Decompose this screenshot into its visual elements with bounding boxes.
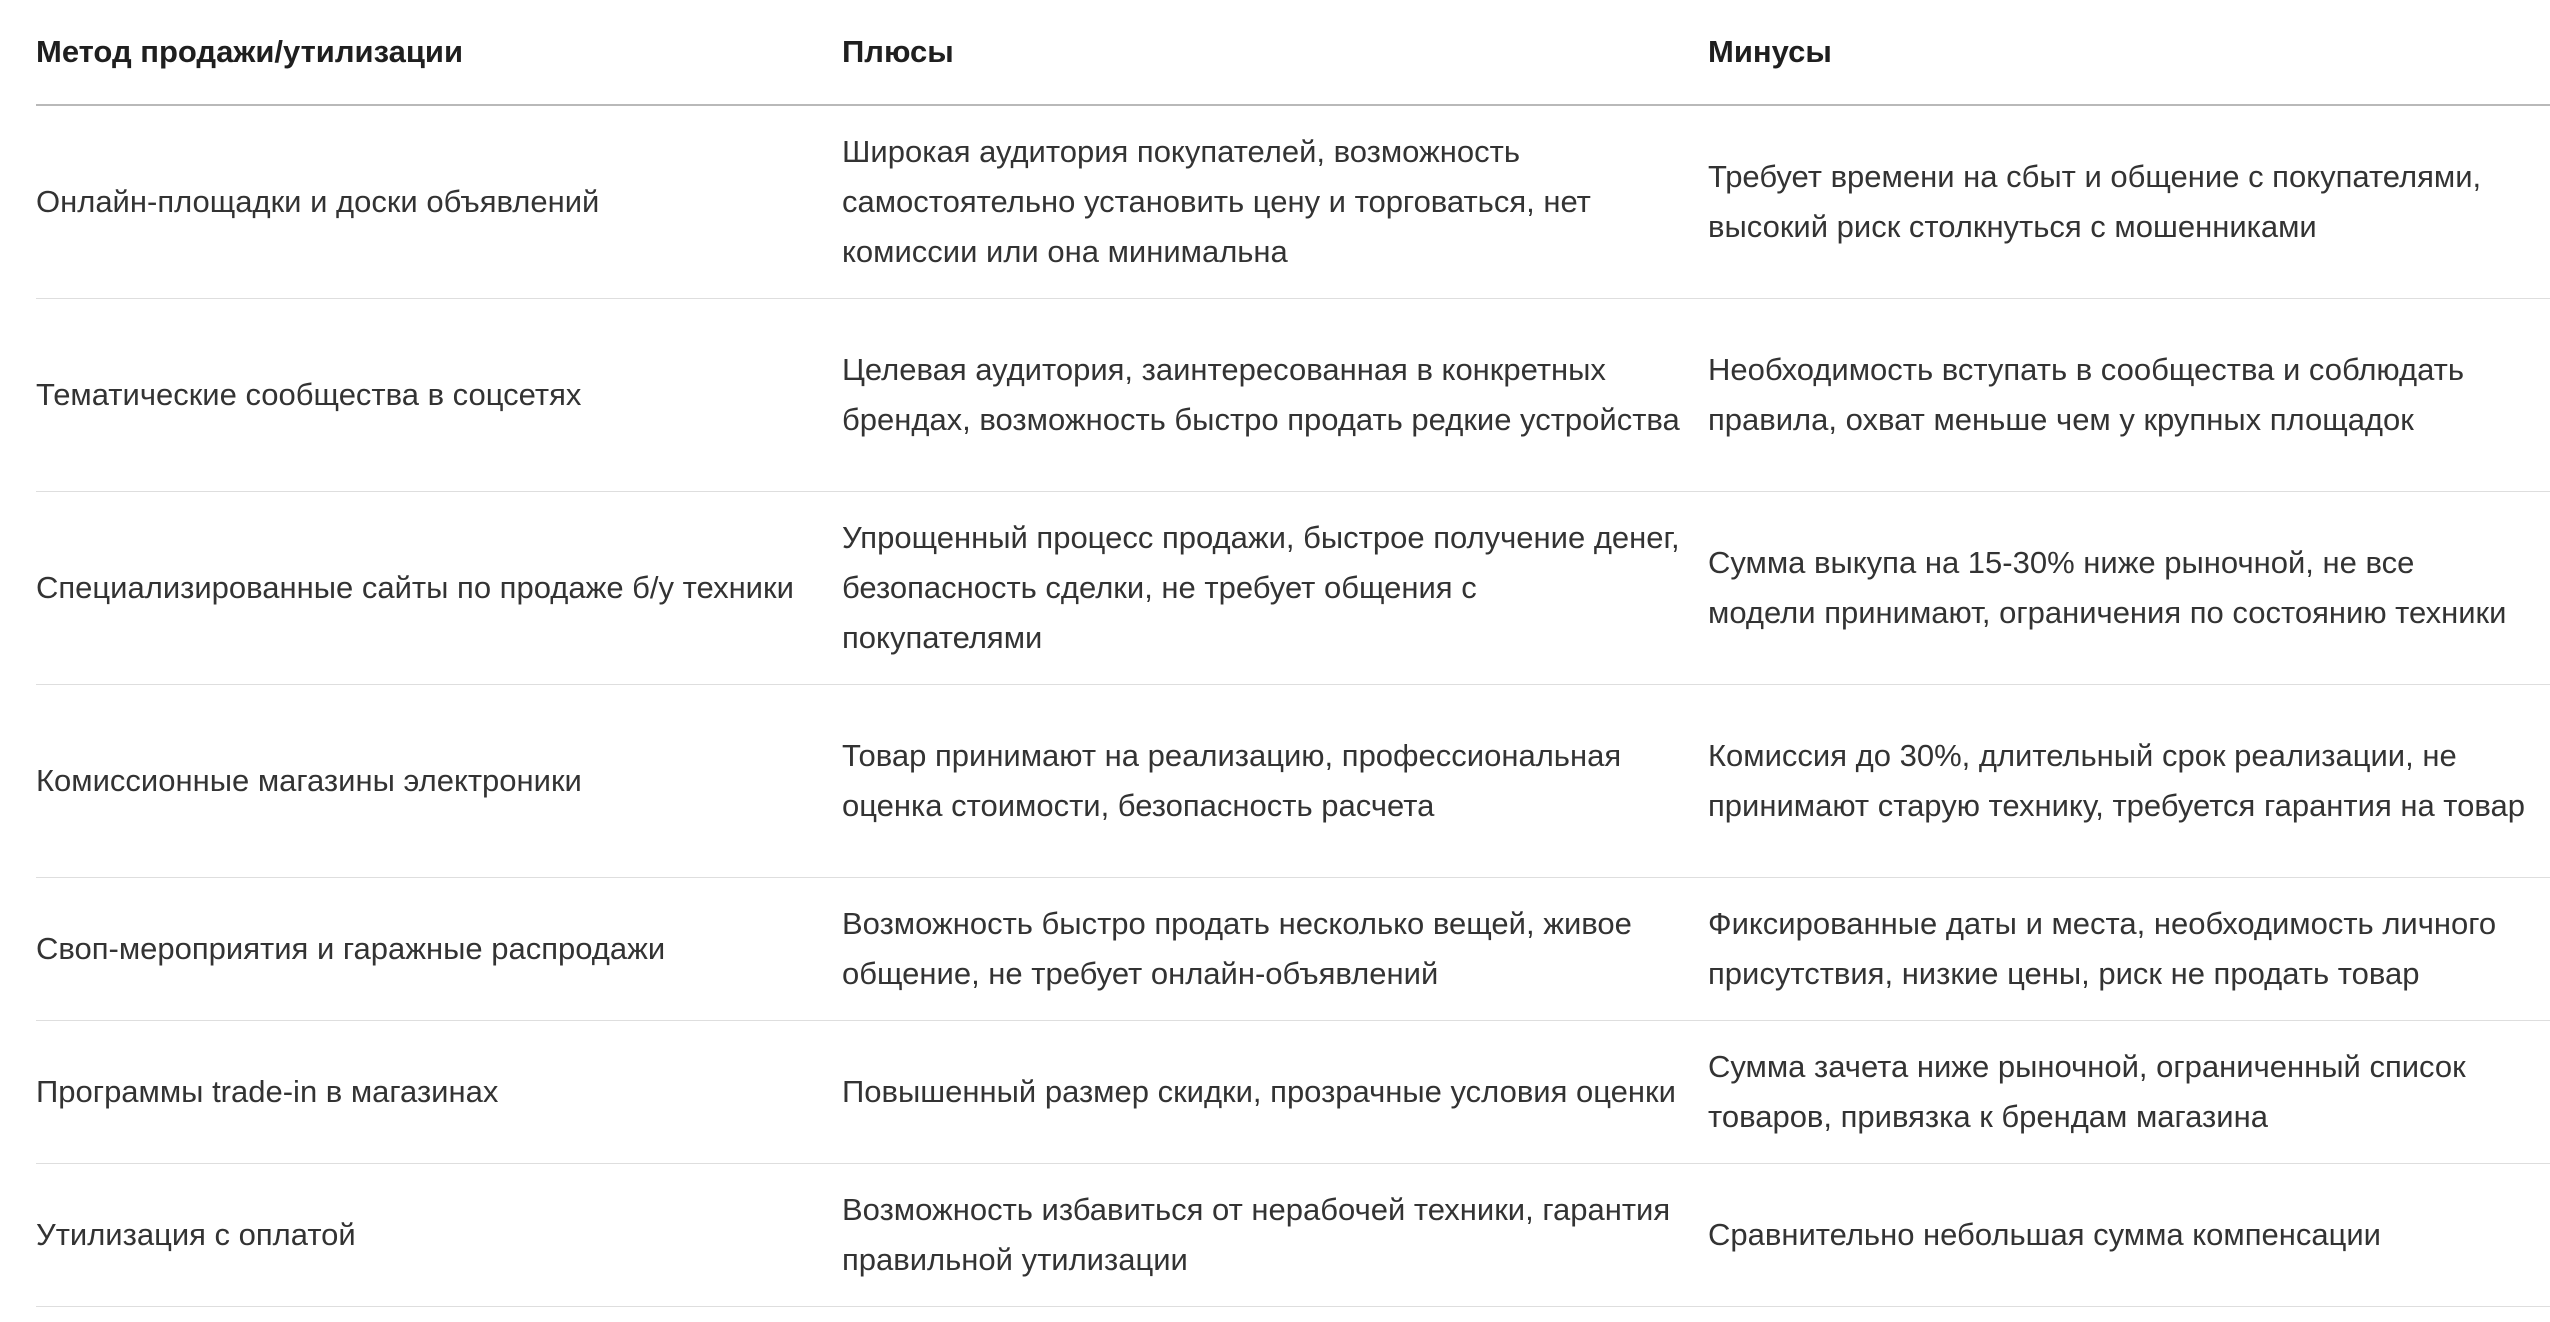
- header-method: Метод продажи/утилизации: [36, 0, 842, 105]
- cell-method: Тематические сообщества в соцсетях: [36, 299, 842, 492]
- table-row: [36, 105, 2550, 299]
- cell-pros: Товар принимают на реализацию, профессиональная оценка стоимости, безопасность расчета: [842, 685, 1708, 878]
- cell-cons: Требует времени на сбыт и общение с покупателями, высокий риск столкнуться с мошенниками: [1708, 105, 2550, 299]
- table-header: [36, 0, 2550, 105]
- table-row: [36, 1021, 2550, 1164]
- cell-cons: Сумма зачета ниже рыночной, ограниченный список товаров, привязка к брендам магазина: [1708, 1021, 2550, 1164]
- header-cons: Минусы: [1708, 0, 2550, 105]
- cell-pros: Повышенный размер скидки, прозрачные условия оценки: [842, 1021, 1708, 1164]
- cell-pros: Возможность избавиться от нерабочей техники, гарантия правильной утилизации: [842, 1164, 1708, 1307]
- cell-pros: Возможность быстро продать несколько вещей, живое общение, не требует онлайн-объявлений: [842, 878, 1708, 1021]
- table-row: [36, 299, 2550, 492]
- cell-pros: Упрощенный процесс продажи, быстрое получение денег, безопасность сделки, не требует общения с покупателями: [842, 492, 1708, 685]
- cell-method: Утилизация с оплатой: [36, 1164, 842, 1307]
- table-row: [36, 878, 2550, 1021]
- cell-cons: Сравнительно небольшая сумма компенсации: [1708, 1164, 2550, 1307]
- cell-cons: Необходимость вступать в сообщества и соблюдать правила, охват меньше чем у крупных площадок: [1708, 299, 2550, 492]
- cell-cons: Сумма выкупа на 15-30% ниже рыночной, не все модели принимают, ограничения по состоянию техники: [1708, 492, 2550, 685]
- cell-method: Комиссионные магазины электроники: [36, 685, 842, 878]
- table-row: [36, 685, 2550, 878]
- cell-method: Специализированные сайты по продаже б/у техники: [36, 492, 842, 685]
- table-row: [36, 1164, 2550, 1307]
- table-row: [36, 492, 2550, 685]
- header-pros: Плюсы: [842, 0, 1708, 105]
- cell-pros: Целевая аудитория, заинтересованная в конкретных брендах, возможность быстро продать редкие устройства: [842, 299, 1708, 492]
- cell-method: Онлайн-площадки и доски объявлений: [36, 105, 842, 299]
- cell-pros: Широкая аудитория покупателей, возможность самостоятельно установить цену и торговаться, нет комиссии или она минимальна: [842, 105, 1708, 299]
- header-row: [36, 0, 2550, 105]
- comparison-table-container: [36, 0, 2550, 1307]
- table-body: [36, 105, 2550, 1307]
- cell-method: Программы trade-in в магазинах: [36, 1021, 842, 1164]
- comparison-table: [36, 0, 2550, 1307]
- cell-method: Своп-мероприятия и гаражные распродажи: [36, 878, 842, 1021]
- cell-cons: Фиксированные даты и места, необходимость личного присутствия, низкие цены, риск не продать товар: [1708, 878, 2550, 1021]
- cell-cons: Комиссия до 30%, длительный срок реализации, не принимают старую технику, требуется гарантия на товар: [1708, 685, 2550, 878]
